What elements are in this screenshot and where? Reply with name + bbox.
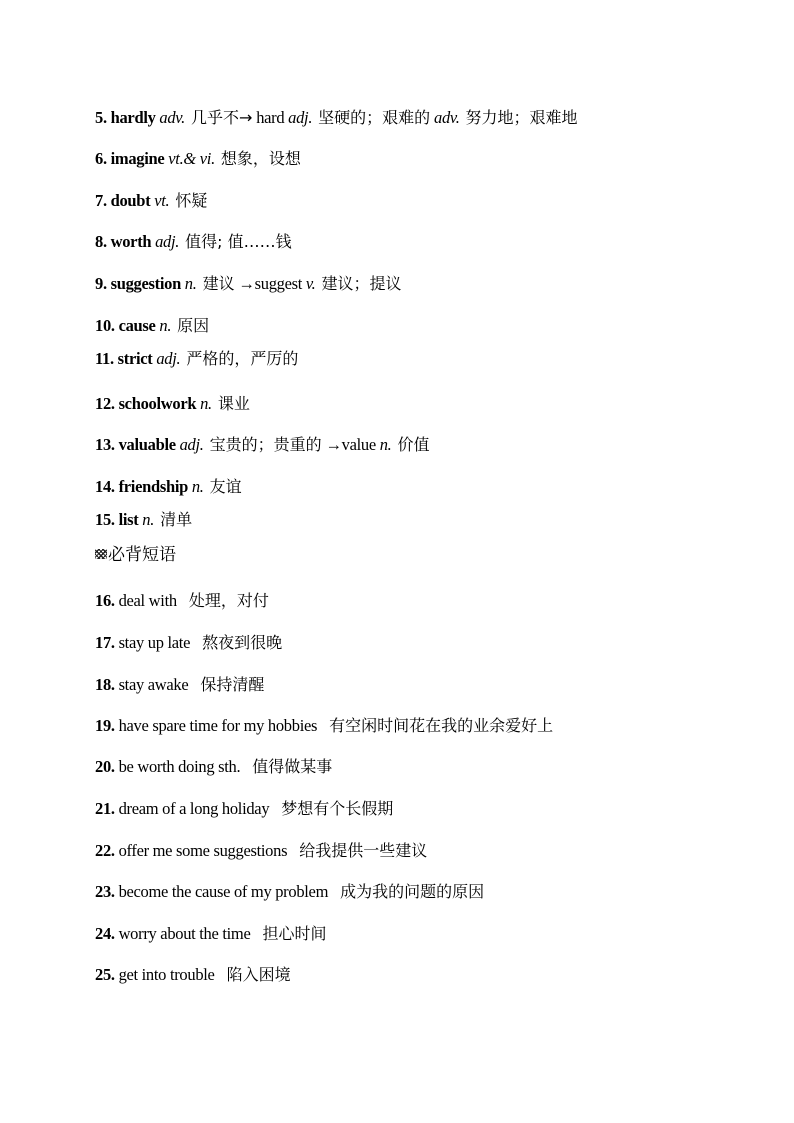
entry-number: 21. [95,799,115,818]
entry-number: 16. [95,591,115,610]
vocab-entry [95,435,430,455]
part-of-speech: vt. [154,191,170,210]
chinese-definition: 坚硬的；艰难的 [318,108,431,127]
english-phrase: get into trouble [118,965,215,984]
part-of-speech: n. [191,477,204,496]
vocab-entry [95,191,207,211]
entry-number: 24. [95,924,115,943]
chinese-meaning: 有空闲时间花在我的业余爱好上 [329,716,554,735]
chinese-definition: 宝贵的；贵重的 [209,435,322,454]
chinese-meaning: 值得做某事 [252,757,333,776]
part-of-speech: adv. [434,108,460,127]
headword: suggestion [110,274,181,293]
chinese-definition: 价值 [397,435,430,454]
chinese-meaning: 给我提供一些建议 [299,841,428,860]
chinese-definition: 原因 [177,316,210,335]
vocab-entry [95,477,242,497]
entry-number: 18. [95,675,115,694]
part-of-speech: adj. [156,349,181,368]
entry-number: 14. [95,477,115,496]
chinese-meaning: 保持清醒 [200,675,265,694]
part-of-speech: adv. [159,108,185,127]
entry-number: 23. [95,882,115,901]
vocab-entry [95,108,578,128]
english-phrase: worry about the time [118,924,251,943]
english-phrase: become the cause of my problem [118,882,329,901]
entry-number: 12. [95,394,115,413]
related-word: hard [256,108,285,127]
part-of-speech: n. [184,274,197,293]
english-phrase: stay awake [118,675,189,694]
english-phrase: dream of a long holiday [118,799,270,818]
entry-number: 7. [95,191,107,210]
chinese-meaning: 处理，对付 [188,591,269,610]
part-of-speech: vt.& vi. [168,149,215,168]
section-heading-text: 必背短语 [108,545,176,565]
phrase-entry [95,965,291,985]
entry-number: 8. [95,232,107,251]
chinese-meaning: 陷入困境 [226,965,291,984]
chinese-definition: 严格的，严厉的 [186,349,299,368]
chinese-definition: 建议；提议 [321,274,402,293]
phrase-entry [95,924,327,944]
related-word: →value [325,435,376,454]
headword: doubt [110,191,151,210]
phrase-entry [95,757,332,777]
part-of-speech: n. [142,510,155,529]
vocab-entry [95,274,402,294]
headword: strict [117,349,153,368]
vocab-entry [95,149,301,169]
entry-number: 9. [95,274,107,293]
phrase-entry [95,841,427,861]
english-phrase: deal with [118,591,177,610]
english-phrase: stay up late [118,633,191,652]
vocab-entry [95,232,292,252]
chinese-definition: 几乎不→ [190,108,253,127]
entry-number: 17. [95,633,115,652]
chinese-meaning: 熬夜到很晚 [202,633,283,652]
chinese-meaning: 梦想有个长假期 [281,799,394,818]
part-of-speech: adj. [179,435,204,454]
part-of-speech: adj. [155,232,180,251]
vocab-entry [95,510,192,530]
chinese-definition: 值得; 值……钱 [185,232,292,251]
phrase-entry [95,675,264,695]
entry-number: 20. [95,757,115,776]
entry-number: 19. [95,716,115,735]
entry-number: 25. [95,965,115,984]
headword: imagine [110,149,165,168]
english-phrase: offer me some suggestions [118,841,288,860]
chinese-definition: 课业 [217,394,250,413]
entry-number: 10. [95,316,115,335]
phrase-entry [95,633,282,653]
chinese-definition: 建议 [202,274,235,293]
entry-number: 22. [95,841,115,860]
vocab-entry [95,349,298,369]
related-word: →suggest [238,274,303,293]
chinese-definition: 友谊 [209,477,242,496]
entry-number: 5. [95,108,107,127]
part-of-speech: n. [159,316,172,335]
english-phrase: have spare time for my hobbies [118,716,318,735]
phrase-entry [95,591,269,611]
chinese-meaning: 成为我的问题的原因 [340,882,485,901]
part-of-speech: v. [305,274,316,293]
section-marker-icon [95,549,107,559]
headword: cause [118,316,156,335]
chinese-definition: 努力地；艰难地 [465,108,578,127]
chinese-definition: 清单 [160,510,193,529]
part-of-speech: n. [200,394,212,413]
vocab-entry [95,394,250,414]
phrase-entry [95,716,553,736]
vocab-entry [95,316,209,336]
chinese-definition: 想象，设想 [220,149,301,168]
entry-number: 11. [95,349,114,368]
entry-number: 15. [95,510,115,529]
english-phrase: be worth doing sth. [118,757,241,776]
phrase-entry [95,882,484,902]
chinese-meaning: 担心时间 [262,924,327,943]
chinese-definition: 怀疑 [175,191,208,210]
part-of-speech: adj. [288,108,313,127]
headword: list [118,510,139,529]
phrase-entry [95,799,393,819]
entry-number: 13. [95,435,115,454]
entry-number: 6. [95,149,107,168]
headword: hardly [110,108,156,127]
headword: schoolwork [118,394,197,413]
part-of-speech: n. [379,435,392,454]
headword: worth [110,232,152,251]
section-heading [95,545,176,565]
headword: friendship [118,477,188,496]
headword: valuable [118,435,176,454]
